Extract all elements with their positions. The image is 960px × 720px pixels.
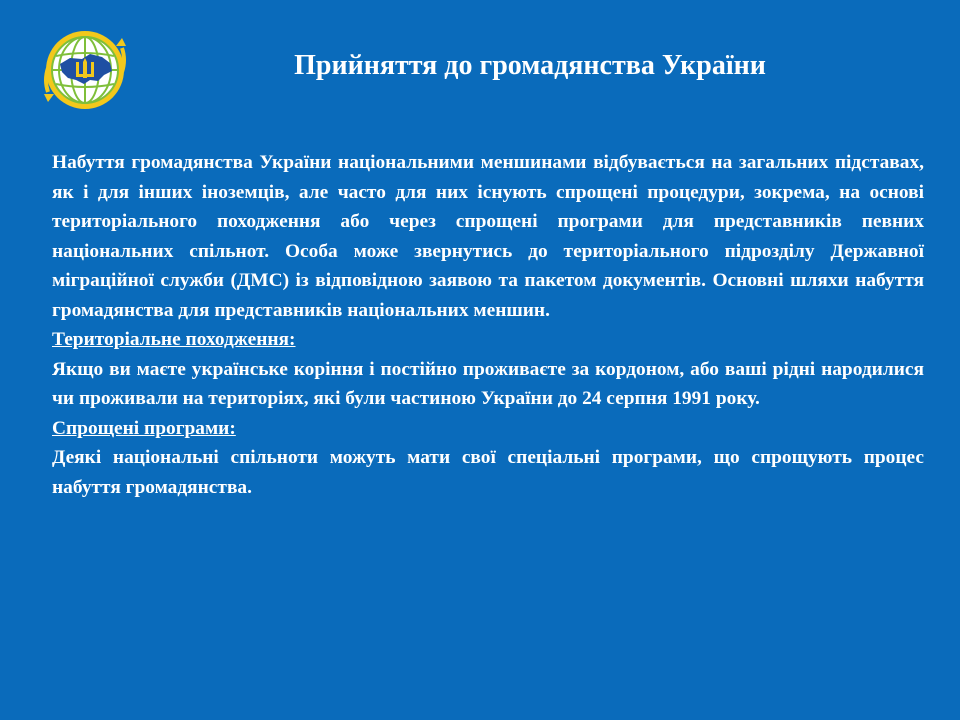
slide-title: Прийняття до громадянства України xyxy=(294,50,766,81)
slide-body xyxy=(52,148,924,502)
section-heading-simplified-programs: Спрощені програми: xyxy=(52,417,236,439)
intro-paragraph: Набуття громадянства України національними меншинами відбувається на загальних підставах, як і для інших іноземців, але часто для них існують спрощені процедури, зокрема, на основі територіального походження або через спрощені програми для представників певних національних спільнот. Особа може звернутись до територіального підрозділу Державної міграційної служби (ДМС) із відповідною заявою та пакетом документів. Основні шляхи набуття громадянства для представників національних меншин. xyxy=(52,152,924,321)
section-heading-territorial-origin: Територіальне походження: xyxy=(52,329,296,350)
simplified-programs-paragraph: Деякі національні спільноти можуть мати свої спеціальні програми, що спрощують процес набуття громадянства. xyxy=(52,447,924,498)
migration-service-emblem-icon xyxy=(40,28,130,112)
territorial-origin-paragraph: Якщо ви маєте українське коріння і постійно проживаєте за кордоном, або ваші рідні народилися чи проживали на територіях, які були частиною України до 24 серпня 1991 року. xyxy=(52,358,924,409)
